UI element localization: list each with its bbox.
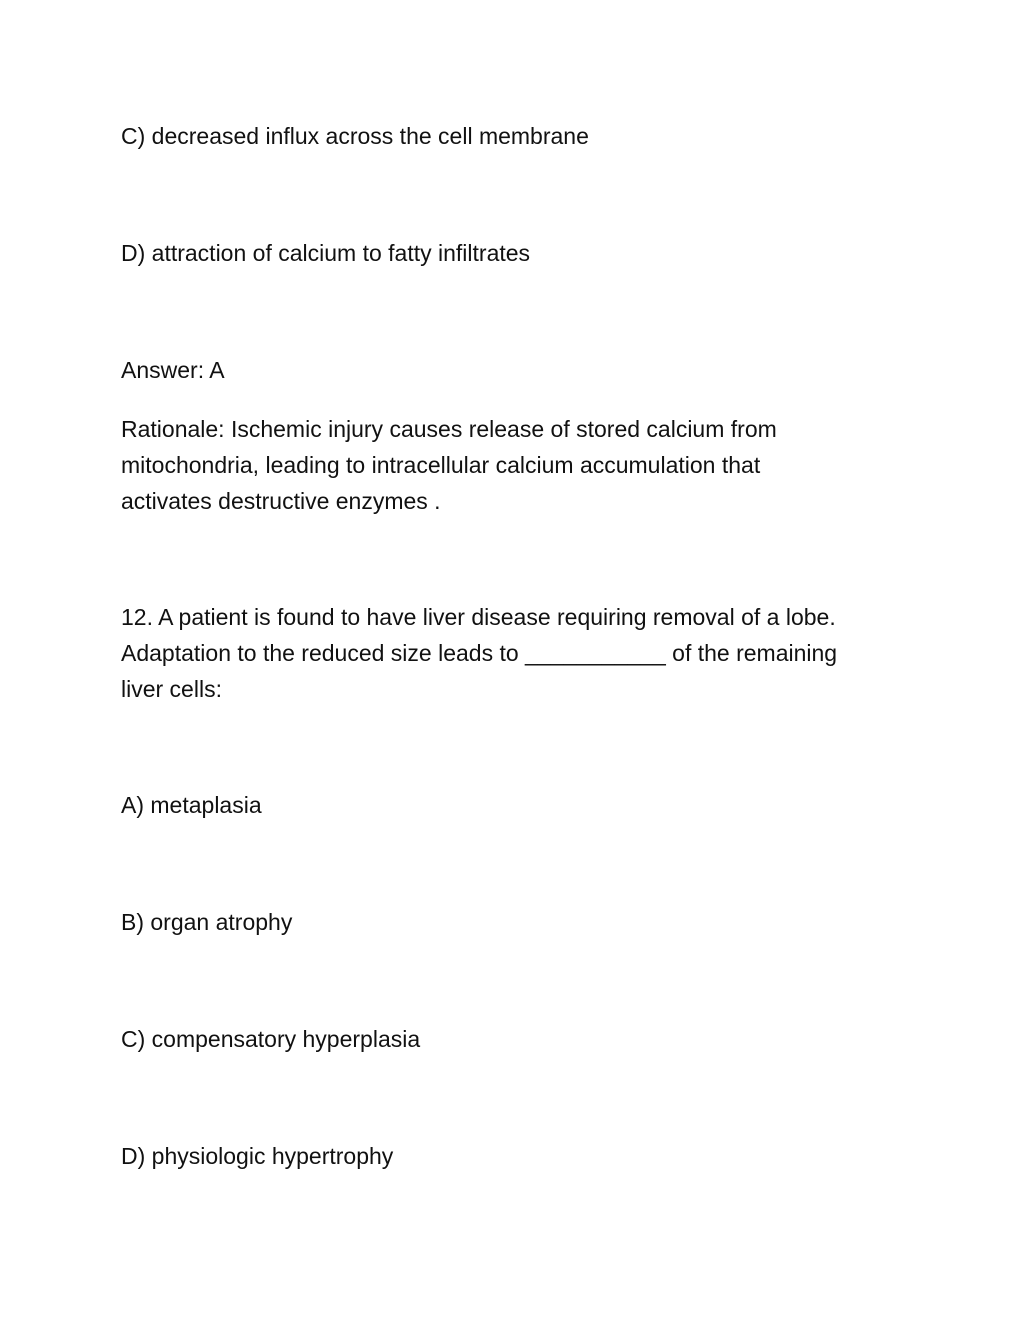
q11-answer: Answer: A [121,357,225,383]
q12-option-c: C) compensatory hyperplasia [121,1026,421,1052]
q12-option-b: B) organ atrophy [121,909,293,935]
q11-rationale [121,411,901,519]
rationale-line: activates destructive enzymes . [121,488,441,514]
q12-stem [121,599,901,707]
question-stem-line: 12. A patient is found to have liver disease requiring removal of a lobe. [121,604,836,630]
rationale-line: mitochondria, leading to intracellular calcium accumulation that [121,452,761,478]
question-stem-line: Adaptation to the reduced size leads to ___________ of the remaining [121,640,838,666]
q12-option-d: D) physiologic hypertrophy [121,1143,394,1169]
q11-option-c: C) decreased influx across the cell membrane [121,123,589,149]
q12-option-a: A) metaplasia [121,792,262,818]
q11-option-d: D) attraction of calcium to fatty infiltrates [121,240,531,266]
rationale-line: Rationale: Ischemic injury causes release of stored calcium from [121,416,777,442]
question-stem-line: liver cells: [121,676,222,702]
